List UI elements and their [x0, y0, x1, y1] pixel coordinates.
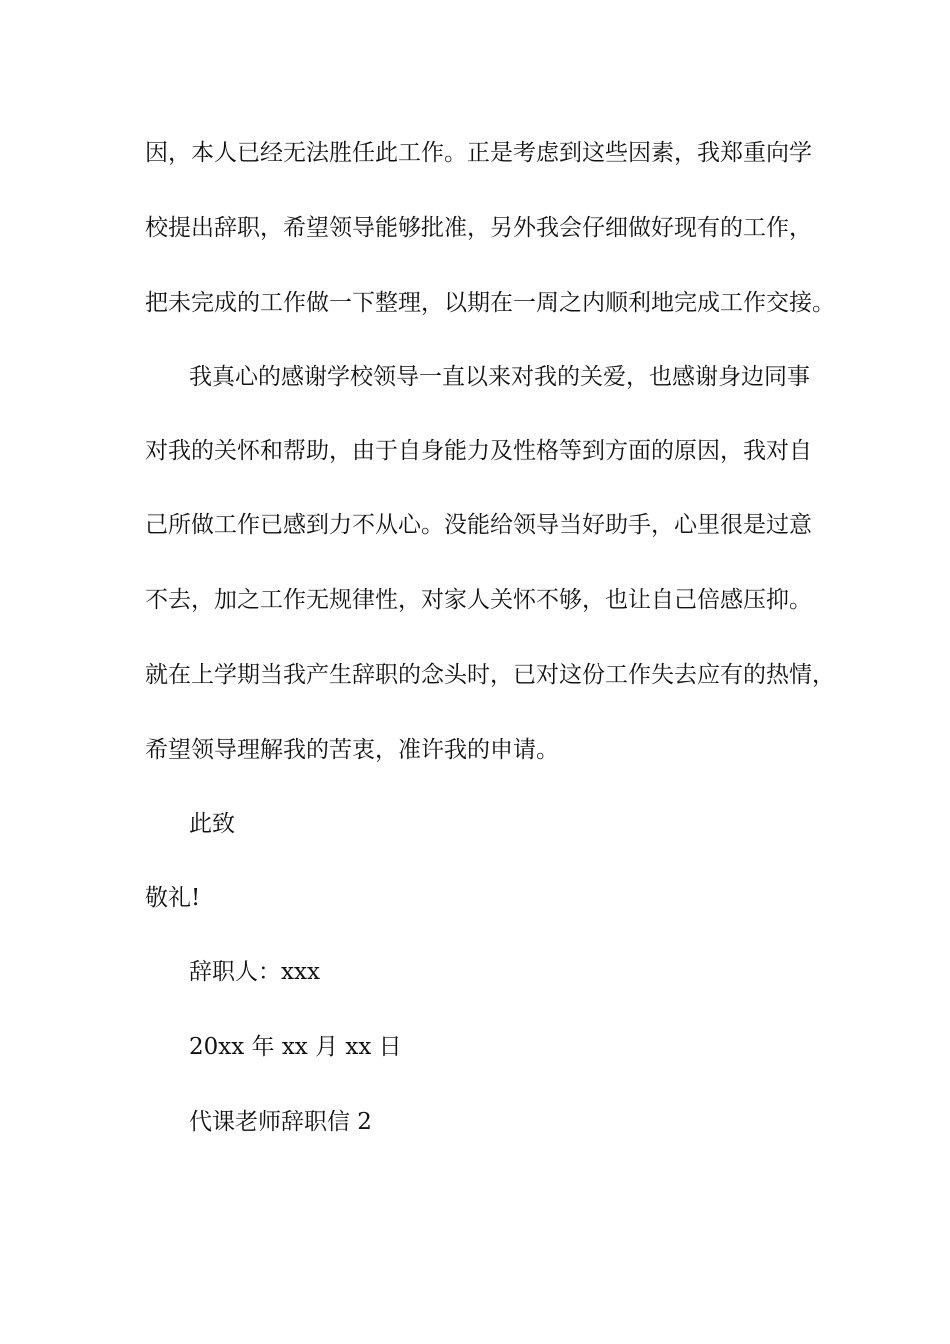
paragraph-line-3: 把未完成的工作做一下整理，以期在一周之内顺利地完成工作交接。: [145, 290, 835, 316]
salutation-line: 敬礼!: [145, 885, 201, 911]
signature-line: 辞职人：xxx: [189, 959, 320, 985]
closing-line: 此致: [189, 811, 235, 837]
paragraph-line-2: 校提出辞职，希望领导能够批准，另外我会仔细做好现有的工作，: [145, 215, 812, 241]
paragraph-line-4: 我真心的感谢学校领导一直以来对我的关爱，也感谢身边同事: [189, 364, 810, 390]
paragraph-line-1: 因，本人已经无法胜任此工作。正是考虑到这些因素，我郑重向学: [145, 140, 812, 166]
paragraph-line-5: 对我的关怀和帮助，由于自身能力及性格等到方面的原因，我对自: [145, 438, 812, 464]
section-heading: 代课老师辞职信 2: [189, 1109, 372, 1135]
paragraph-line-9: 希望领导理解我的苦衷，准许我的申请。: [145, 737, 559, 763]
paragraph-line-8: 就在上学期当我产生辞职的念头时，已对这份工作失去应有的热情，: [145, 662, 835, 688]
date-line: 20xx 年 xx 月 xx 日: [189, 1034, 402, 1060]
paragraph-line-7: 不去，加之工作无规律性，对家人关怀不够，也让自己倍感压抑。: [145, 587, 812, 613]
paragraph-line-6: 己所做工作已感到力不从心。没能给领导当好助手，心里很是过意: [145, 512, 812, 538]
